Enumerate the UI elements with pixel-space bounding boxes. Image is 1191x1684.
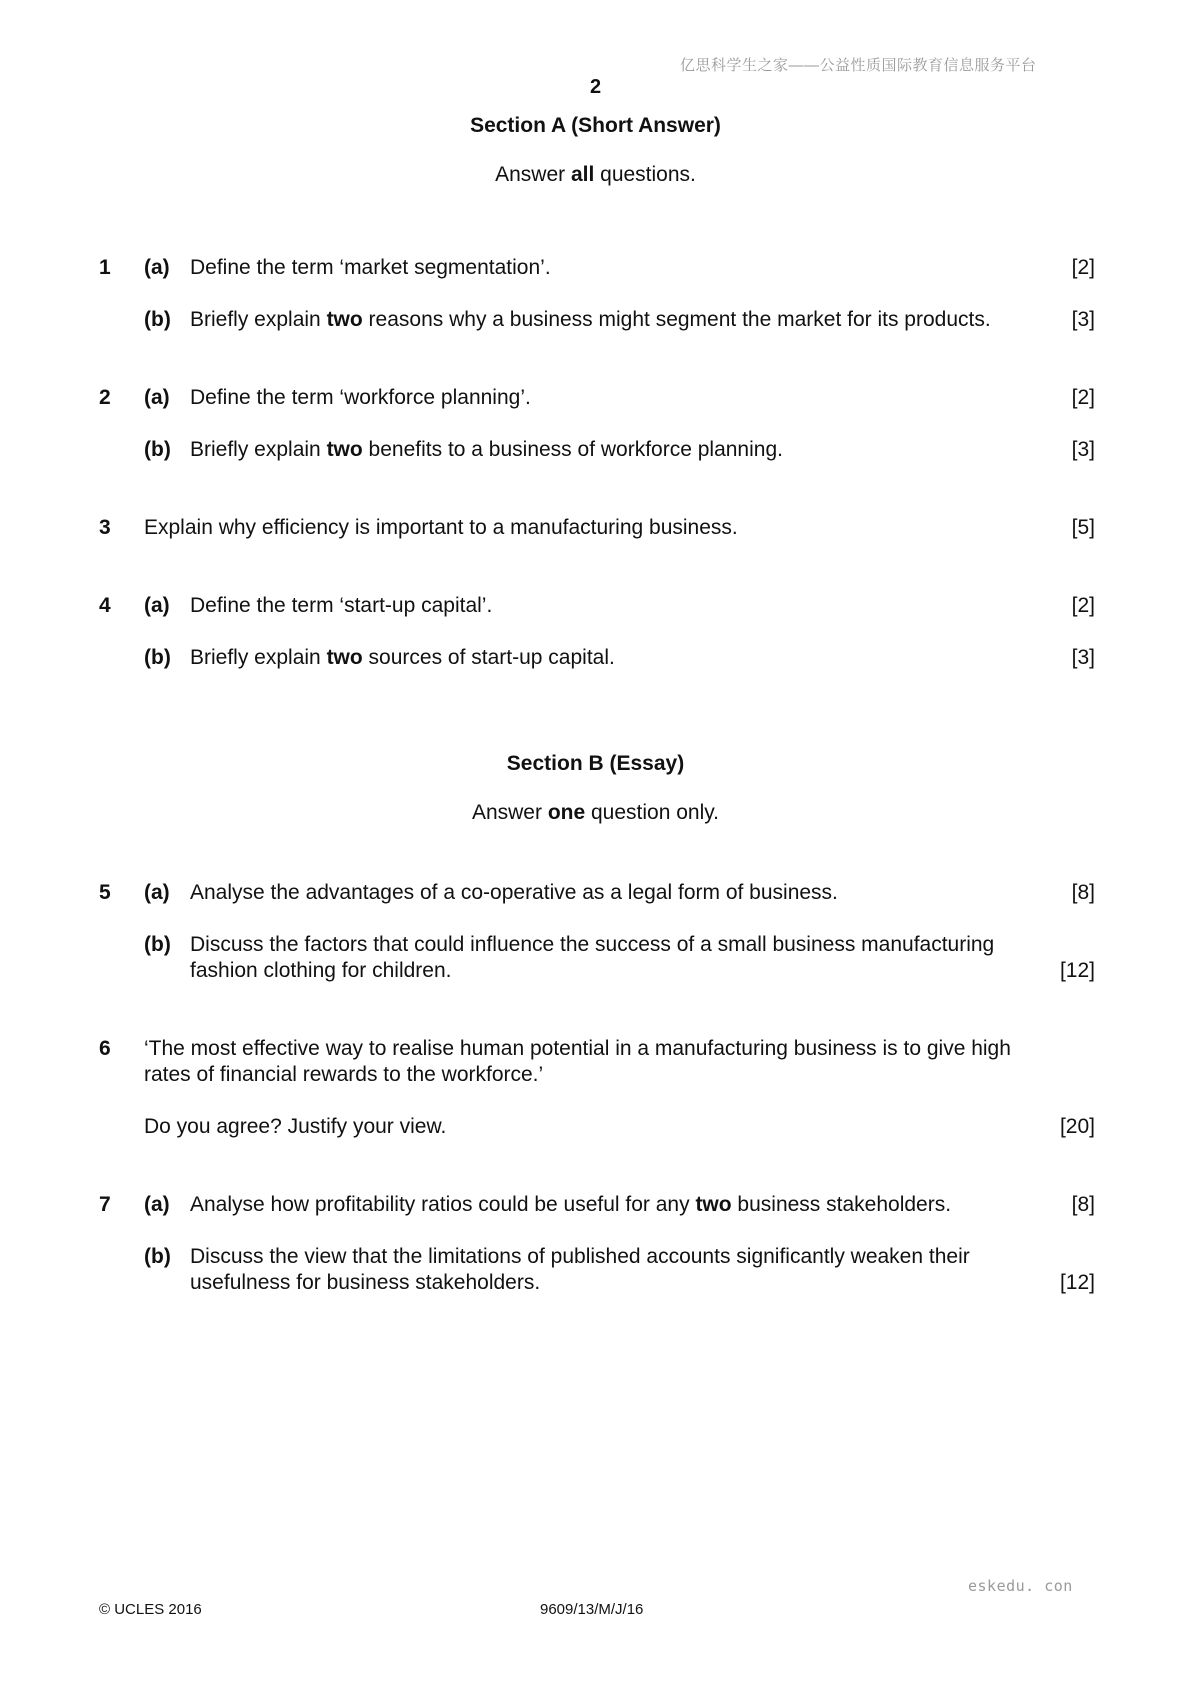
question-5b <box>99 932 1095 984</box>
part-label: (b) <box>144 308 171 331</box>
question-number: 3 <box>99 516 111 539</box>
mark-allocation: [3] <box>1071 308 1095 331</box>
mark-allocation: [5] <box>1071 516 1095 539</box>
question-text-line-2: fashion clothing for children. <box>190 959 452 982</box>
question-text-line-1: Discuss the factors that could influence the success of a small business manufacturing <box>190 933 995 956</box>
question-quote-line-1: ‘The most effective way to realise human potential in a manufacturing business is to give high <box>144 1037 1011 1060</box>
question-number: 4 <box>99 594 111 617</box>
part-label: (a) <box>144 386 170 409</box>
copyright: © UCLES 2016 <box>99 1601 202 1618</box>
question-quote-line-2: rates of financial rewards to the workforce.’ <box>144 1063 544 1086</box>
mark-allocation: [12] <box>1059 1271 1095 1294</box>
question-text: Define the term ‘start-up capital’. <box>190 594 493 617</box>
question-number: 5 <box>99 881 111 904</box>
question-7b <box>99 1244 1095 1296</box>
part-label: (b) <box>144 1245 171 1268</box>
section-a-title: Section A (Short Answer) <box>470 114 721 137</box>
question-text-line-2: usefulness for business stakeholders. <box>190 1271 541 1294</box>
part-label: (a) <box>144 594 170 617</box>
part-label: (b) <box>144 438 171 461</box>
part-label: (a) <box>144 881 170 904</box>
question-text-line-1: Discuss the view that the limitations of published accounts significantly weaken their <box>190 1245 970 1268</box>
mark-allocation: [2] <box>1071 594 1095 617</box>
question-text: Define the term ‘workforce planning’. <box>190 386 531 409</box>
watermark-footer: eskedu. con <box>968 1577 1073 1595</box>
part-label: (b) <box>144 646 171 669</box>
paper-code: 9609/13/M/J/16 <box>540 1601 644 1618</box>
question-text: Do you agree? Justify your view. <box>144 1115 447 1138</box>
question-number: 2 <box>99 386 111 409</box>
question-text: Analyse the advantages of a co-operative as a legal form of business. <box>190 881 838 904</box>
part-label: (a) <box>144 1193 170 1216</box>
mark-allocation: [8] <box>1071 881 1095 904</box>
question-number: 1 <box>99 256 111 279</box>
mark-allocation: [20] <box>1059 1115 1095 1138</box>
mark-allocation: [2] <box>1071 256 1095 279</box>
question-text: Briefly explain two reasons why a business might segment the market for its products. <box>190 308 991 331</box>
mark-allocation: [3] <box>1071 438 1095 461</box>
page-number: 2 <box>589 76 602 98</box>
question-text: Define the term ‘market segmentation’. <box>190 256 551 279</box>
section-b-instruction: Answer one question only. <box>471 801 720 824</box>
section-b-title: Section B (Essay) <box>506 752 685 775</box>
question-text: Analyse how profitability ratios could be useful for any two business stakeholders. <box>190 1193 952 1216</box>
mark-allocation: [12] <box>1059 959 1095 982</box>
part-label: (a) <box>144 256 170 279</box>
mark-allocation: [2] <box>1071 386 1095 409</box>
watermark-header: 亿思科学生之家——公益性质国际教育信息服务平台 <box>680 57 1037 74</box>
question-6 <box>99 1036 1095 1088</box>
section-a-instruction: Answer all questions. <box>495 163 696 186</box>
question-number: 6 <box>99 1037 111 1060</box>
mark-allocation: [8] <box>1071 1193 1095 1216</box>
question-text: Briefly explain two benefits to a business of workforce planning. <box>190 438 783 461</box>
part-label: (b) <box>144 933 171 956</box>
mark-allocation: [3] <box>1071 646 1095 669</box>
question-text: Explain why efficiency is important to a manufacturing business. <box>144 516 738 539</box>
question-number: 7 <box>99 1193 111 1216</box>
question-text: Briefly explain two sources of start-up capital. <box>190 646 615 669</box>
